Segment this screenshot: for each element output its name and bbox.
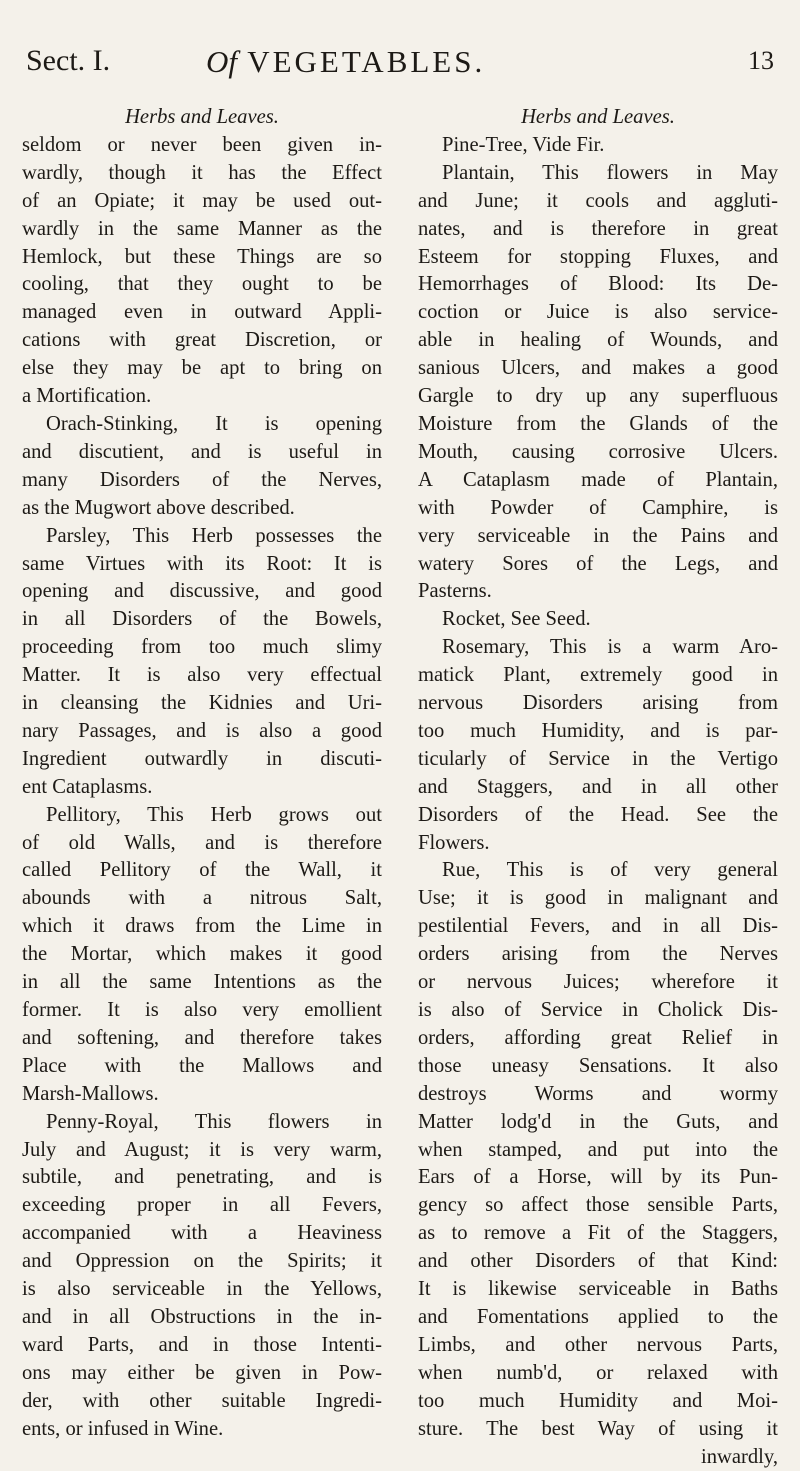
- text-line: and in all Obstructions in the in-: [22, 1304, 382, 1332]
- page-number: 13: [748, 46, 774, 76]
- text-line: and Fomentations applied to the: [418, 1304, 778, 1332]
- text-line: Matter lodg'd in the Guts, and: [418, 1109, 778, 1137]
- text-line: when numb'd, or relaxed with: [418, 1360, 778, 1388]
- text-line: Moisture from the Glands of the: [418, 411, 778, 439]
- text-line: and Staggers, and in all other: [418, 774, 778, 802]
- text-line: matick Plant, extremely good in: [418, 662, 778, 690]
- text-line: of old Walls, and is therefore: [22, 830, 382, 858]
- text-line: which it draws from the Lime in: [22, 913, 382, 941]
- text-line: Parsley, This Herb possesses the: [22, 523, 382, 551]
- text-line: Pasterns.: [418, 578, 778, 606]
- running-title-of: Of: [206, 44, 237, 79]
- text-line: sture. The best Way of using it: [418, 1416, 778, 1444]
- left-column-heading: Herbs and Leaves.: [22, 104, 382, 132]
- text-line: abounds with a nitrous Salt,: [22, 885, 382, 913]
- text-line: else they may be apt to bring on: [22, 355, 382, 383]
- right-column-heading: Herbs and Leaves.: [418, 104, 778, 132]
- text-line: accompanied with a Heaviness: [22, 1220, 382, 1248]
- text-line: ward Parts, and in those Intenti-: [22, 1332, 382, 1360]
- text-line: watery Sores of the Legs, and: [418, 551, 778, 579]
- text-line: exceeding proper in all Fevers,: [22, 1192, 382, 1220]
- text-line: those uneasy Sensations. It also: [418, 1053, 778, 1081]
- text-line: cooling, that they ought to be: [22, 271, 382, 299]
- text-line: Plantain, This flowers in May: [418, 160, 778, 188]
- text-line: Penny-Royal, This flowers in: [22, 1109, 382, 1137]
- text-line: and Oppression on the Spirits; it: [22, 1248, 382, 1276]
- text-line: sanious Ulcers, and makes a good: [418, 355, 778, 383]
- text-line: and other Disorders of that Kind:: [418, 1248, 778, 1276]
- text-line: seldom or never been given in-: [22, 132, 382, 160]
- text-line: ons may either be given in Pow-: [22, 1360, 382, 1388]
- right-column: [418, 104, 778, 1471]
- text-line: der, with other suitable Ingredi-: [22, 1388, 382, 1416]
- text-line: very serviceable in the Pains and: [418, 523, 778, 551]
- text-line: ent Cataplasms.: [22, 774, 382, 802]
- text-line: and softening, and therefore takes: [22, 1025, 382, 1053]
- text-line: same Virtues with its Root: It is: [22, 551, 382, 579]
- text-line: Hemlock, but these Things are so: [22, 244, 382, 272]
- text-line: nary Passages, and is also a good: [22, 718, 382, 746]
- text-line: in cleansing the Kidnies and Uri-: [22, 690, 382, 718]
- section-label: Sect. I.: [26, 44, 110, 78]
- running-title: [206, 44, 485, 80]
- text-line: destroys Worms and wormy: [418, 1081, 778, 1109]
- text-line: proceeding from too much slimy: [22, 634, 382, 662]
- text-line: wardly in the same Manner as the: [22, 216, 382, 244]
- text-line: orders arising from the Nerves: [418, 941, 778, 969]
- text-line: It is likewise serviceable in Baths: [418, 1276, 778, 1304]
- text-line: July and August; it is very warm,: [22, 1137, 382, 1165]
- left-column: [22, 104, 382, 1444]
- text-line: A Cataplasm made of Plantain,: [418, 467, 778, 495]
- text-line: pestilential Fevers, and in all Dis-: [418, 913, 778, 941]
- text-line: Rosemary, This is a warm Aro-: [418, 634, 778, 662]
- text-line: many Disorders of the Nerves,: [22, 467, 382, 495]
- text-line: inwardly,: [418, 1444, 778, 1471]
- text-line: Rocket, See Seed.: [418, 606, 778, 634]
- text-line: Esteem for stopping Fluxes, and: [418, 244, 778, 272]
- text-line: too much Humidity, and is par-: [418, 718, 778, 746]
- text-line: with Powder of Camphire, is: [418, 495, 778, 523]
- page-header: [26, 44, 774, 90]
- text-line: Matter. It is also very effectual: [22, 662, 382, 690]
- running-title-rest: VEGETABLES.: [247, 44, 485, 79]
- text-line: gency so affect those sensible Parts,: [418, 1192, 778, 1220]
- text-line: Gargle to dry up any superfluous: [418, 383, 778, 411]
- text-line: orders, affording great Relief in: [418, 1025, 778, 1053]
- text-line: the Mortar, which makes it good: [22, 941, 382, 969]
- text-line: Use; it is good in malignant and: [418, 885, 778, 913]
- text-line: Flowers.: [418, 830, 778, 858]
- text-line: Orach-Stinking, It is opening: [22, 411, 382, 439]
- text-line: Marsh-Mallows.: [22, 1081, 382, 1109]
- text-line: Limbs, and other nervous Parts,: [418, 1332, 778, 1360]
- text-line: of an Opiate; it may be used out-: [22, 188, 382, 216]
- text-line: nervous Disorders arising from: [418, 690, 778, 718]
- text-line: Pellitory, This Herb grows out: [22, 802, 382, 830]
- text-line: coction or Juice is also service-: [418, 299, 778, 327]
- text-line: Disorders of the Head. See the: [418, 802, 778, 830]
- text-line: cations with great Discretion, or: [22, 327, 382, 355]
- text-line: Pine-Tree, Vide Fir.: [418, 132, 778, 160]
- text-line: Mouth, causing corrosive Ulcers.: [418, 439, 778, 467]
- text-line: a Mortification.: [22, 383, 382, 411]
- text-line: ents, or infused in Wine.: [22, 1416, 382, 1444]
- text-line: and June; it cools and aggluti-: [418, 188, 778, 216]
- text-line: wardly, though it has the Effect: [22, 160, 382, 188]
- text-line: too much Humidity and Moi-: [418, 1388, 778, 1416]
- text-line: subtile, and penetrating, and is: [22, 1164, 382, 1192]
- text-line: ticularly of Service in the Vertigo: [418, 746, 778, 774]
- text-line: Hemorrhages of Blood: Its De-: [418, 271, 778, 299]
- text-line: is also of Service in Cholick Dis-: [418, 997, 778, 1025]
- text-line: Ears of a Horse, will by its Pun-: [418, 1164, 778, 1192]
- text-line: called Pellitory of the Wall, it: [22, 857, 382, 885]
- text-line: as the Mugwort above described.: [22, 495, 382, 523]
- text-line: Ingredient outwardly in discuti-: [22, 746, 382, 774]
- text-line: Rue, This is of very general: [418, 857, 778, 885]
- text-line: or nervous Juices; wherefore it: [418, 969, 778, 997]
- text-line: and discutient, and is useful in: [22, 439, 382, 467]
- text-line: opening and discussive, and good: [22, 578, 382, 606]
- text-line: nates, and is therefore in great: [418, 216, 778, 244]
- text-line: as to remove a Fit of the Staggers,: [418, 1220, 778, 1248]
- text-line: Place with the Mallows and: [22, 1053, 382, 1081]
- text-line: former. It is also very emollient: [22, 997, 382, 1025]
- text-line: in all the same Intentions as the: [22, 969, 382, 997]
- text-line: when stamped, and put into the: [418, 1137, 778, 1165]
- text-line: managed even in outward Appli-: [22, 299, 382, 327]
- text-line: able in healing of Wounds, and: [418, 327, 778, 355]
- text-line: in all Disorders of the Bowels,: [22, 606, 382, 634]
- text-line: is also serviceable in the Yellows,: [22, 1276, 382, 1304]
